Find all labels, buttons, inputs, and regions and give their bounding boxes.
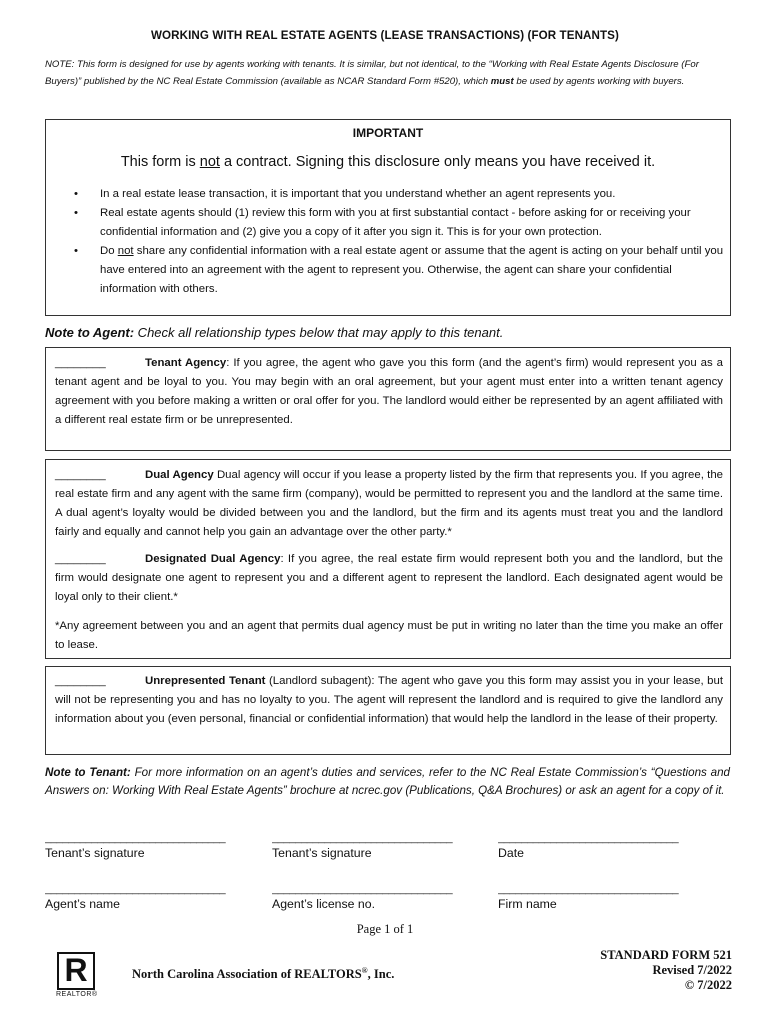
agent-name-label: Agent’s name — [45, 897, 120, 911]
important-statement — [46, 154, 730, 170]
bullet-item — [74, 185, 724, 204]
dual-agency-label: Dual Agency — [145, 469, 214, 481]
tenant-agency-text: : If you agree, the agent who gave you this form (and the agent’s firm) would represent you as a tenant agent and be loyal to you. You may begin with an oral agreement, but your agent must enter into a written tenant agency agreement with you before making a written or oral offer for you. The landlord would either be represented by an agent affiliated with a different real estate firm or be unrepresented. — [55, 357, 723, 426]
agent-license-line[interactable]: _______________________________ — [272, 883, 453, 895]
designated-dual-agency-checkbox-line[interactable]: ________ — [55, 553, 106, 565]
tenant-agency-paragraph — [55, 354, 723, 430]
unrepresented-tenant-label: Unrepresented Tenant — [145, 675, 266, 687]
important-statement-not: not — [199, 154, 220, 170]
revision-date: Revised 7/2022 — [652, 963, 732, 977]
dual-agency-footnote: *Any agreement between you and an agent that permits dual agency must be put in writing no later than the time you make an offer to lease. — [55, 620, 723, 651]
bullet-text-start: Do — [100, 245, 118, 257]
firm-name-label: Firm name — [498, 897, 557, 911]
note-to-tenant-label: Note to Tenant: — [45, 766, 131, 779]
copyright: © 7/2022 — [684, 978, 732, 992]
note-to-agent-label: Note to Agent: — [45, 325, 135, 340]
tenant-signature-2-label: Tenant’s signature — [272, 846, 372, 860]
realtor-logo-letter: R — [64, 952, 88, 988]
standard-form-info — [600, 948, 732, 993]
unrepresented-tenant-box — [45, 666, 731, 755]
designated-dual-agency-paragraph — [55, 550, 723, 607]
important-box — [45, 119, 731, 316]
form-title: WORKING WITH REAL ESTATE AGENTS (LEASE TRANSACTIONS) (FOR TENANTS) — [151, 29, 619, 42]
unrepresented-tenant-checkbox-line[interactable]: ________ — [55, 675, 106, 687]
agent-name-line[interactable]: _______________________________ — [45, 883, 226, 895]
dual-agency-checkbox-line[interactable]: ________ — [55, 469, 106, 481]
standard-form-number: STANDARD FORM 521 — [600, 948, 732, 962]
bullet-item — [74, 242, 724, 299]
note-to-agent — [45, 325, 503, 340]
association-name — [132, 966, 394, 982]
designated-dual-agency-label: Designated Dual Agency — [145, 553, 281, 565]
bullet-dot-icon: • — [74, 245, 78, 257]
association-name-text: North Carolina Association of REALTORS — [132, 967, 362, 982]
unrepresented-tenant-text: (Landlord subagent): The agent who gave you this form may assist you in your lease, but will not be representing you and has no loyalty to you. The agent will represent the landlord and is required to give the landlord any information about you (even personal, financial or confidential information) that would help the landlord in the lease of their property. — [55, 675, 723, 725]
association-name-suffix: , Inc. — [367, 967, 395, 982]
bullet-text-end: share any confidential information with a real estate agent or assume that the agent is acting on your behalf until you have entered into an agreement with the agent to represent you. Otherwise, the agent can share your confidential information with others. — [100, 245, 724, 295]
intro-note-tail: be used by agents working with buyers. — [513, 76, 685, 87]
note-to-tenant — [45, 764, 730, 800]
date-label: Date — [498, 846, 524, 860]
bullet-dot-icon: • — [74, 207, 78, 219]
dual-agency-text: Dual agency will occur if you lease a property listed by the firm that represents you. If you agree, the real estate firm and any agent with the same firm (company), would be permitted to represent you and the landlord at the same time. A dual agent’s loyalty would be divided between you and the landlord, but the firm and its agents must treat you and the landlord fairly and equally and cannot help you gain an advantage over the other party.* — [55, 469, 723, 538]
important-heading: IMPORTANT — [352, 126, 424, 140]
important-statement-start: This form is — [120, 154, 200, 170]
association-registered-mark: ® — [361, 966, 368, 975]
designated-dual-agency-text: : If you agree, the real estate firm would represent both you and the landlord, but the firm would designate one agent to represent you and a different agent to represent the landlord. Each designated agent would be loyal only to their client.* — [55, 553, 724, 603]
intro-note-emphasis: must — [490, 76, 514, 87]
tenant-signature-2-line[interactable]: _______________________________ — [272, 832, 453, 844]
tenant-signature-1-label: Tenant’s signature — [45, 846, 145, 860]
intro-note-text: NOTE: This form is designed for use by agents working with tenants. It is similar, but not identical, to the “Working with Real Estate Agents Disclosure (For Buyers)” published by the NC Real Estate Commission (available as NCAR Standard Form #520), which — [45, 59, 699, 87]
unrepresented-tenant-paragraph — [55, 672, 723, 729]
tenant-signature-1-line[interactable]: _______________________________ — [45, 832, 226, 844]
bullet-text: In a real estate lease transaction, it is important that you understand whether an agent represents you. — [100, 188, 616, 200]
dual-agency-paragraph — [55, 466, 723, 542]
intro-note — [45, 56, 730, 90]
dual-agency-box — [45, 459, 731, 659]
tenant-agency-label: Tenant Agency — [145, 357, 227, 369]
important-statement-end: a contract. Signing this disclosure only means you have received it. — [219, 154, 656, 170]
realtor-logo-icon — [57, 952, 95, 990]
page-number: Page 1 of 1 — [356, 922, 414, 936]
date-line[interactable]: _______________________________ — [498, 832, 679, 844]
note-to-tenant-text: For more information on an agent’s duties and services, refer to the NC Real Estate Commission’s “Questions and Answers on: Working With Real Estate Agents” brochure at ncrec.gov (Publications, Q&A Brochures) or ask an agent for a copy of it. — [45, 766, 730, 797]
note-to-agent-text: Check all relationship types below that may apply to this tenant. — [134, 325, 504, 340]
realtor-logo-text: REALTOR® — [56, 991, 98, 998]
bullet-item — [74, 204, 724, 242]
agent-license-label: Agent’s license no. — [272, 897, 375, 911]
tenant-agency-checkbox-line[interactable]: ________ — [55, 357, 106, 369]
firm-name-line[interactable]: _______________________________ — [498, 883, 679, 895]
bullet-text: Real estate agents should (1) review this form with you at first substantial contact - before asking for or receiving your confidential information and (2) give you a copy of it after you sign it. This is for your own protection. — [100, 207, 691, 238]
bullet-dot-icon: • — [74, 188, 78, 200]
tenant-agency-box — [45, 347, 731, 451]
important-bullets — [74, 185, 724, 299]
bullet-text-not: not — [117, 245, 134, 257]
